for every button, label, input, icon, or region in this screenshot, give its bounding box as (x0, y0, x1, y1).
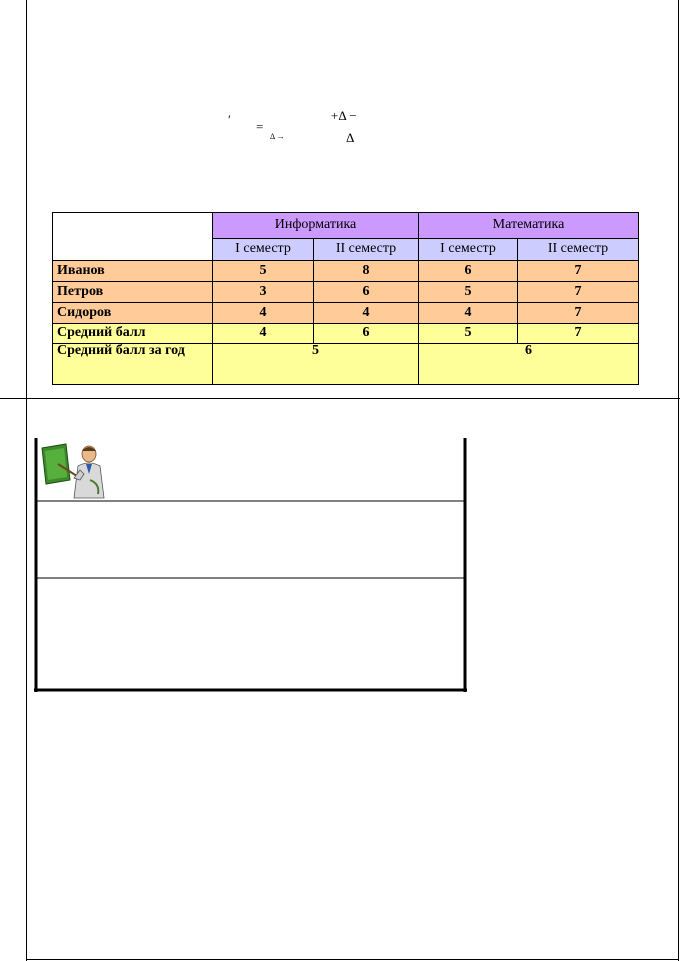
year-average-row (53, 344, 639, 385)
average-cell: 7 (518, 324, 639, 344)
page-bottom-border (26, 959, 679, 960)
year-average-math: 6 (419, 344, 639, 385)
average-row (53, 324, 639, 344)
student-name: Иванов (53, 261, 213, 282)
average-label: Средний балл (53, 324, 213, 344)
grade-cell: 7 (518, 261, 639, 282)
average-cell: 6 (314, 324, 419, 344)
formula-limit-sub: Δ → (270, 132, 285, 141)
semester-header: I семестр (419, 239, 518, 261)
grade-cell: 4 (314, 303, 419, 324)
year-average-label: Средний балл за год (53, 344, 213, 385)
grade-cell: 7 (518, 303, 639, 324)
semester-header: II семестр (518, 239, 639, 261)
semester-header: II семестр (314, 239, 419, 261)
teacher-pointing-at-board-icon (40, 440, 112, 502)
formula-numerator: +Δ − (331, 108, 357, 123)
subject-header-informatics: Информатика (213, 213, 419, 239)
year-average-informatics: 5 (213, 344, 419, 385)
semester-header: I семестр (213, 239, 314, 261)
average-cell: 5 (419, 324, 518, 344)
grade-cell: 3 (213, 282, 314, 303)
table-row (53, 261, 639, 282)
formula-denominator: Δ (346, 130, 355, 145)
grade-cell: 6 (314, 282, 419, 303)
task-box (34, 438, 467, 692)
subject-header-math: Математика (419, 213, 639, 239)
student-name: Сидоров (53, 303, 213, 324)
formula-prime: ′ (228, 112, 231, 127)
grade-cell: 4 (213, 303, 314, 324)
page-right-border (678, 0, 679, 961)
subject-header-row (53, 213, 639, 239)
average-cell: 4 (213, 324, 314, 344)
page-left-border (26, 0, 27, 961)
grades-table (52, 212, 639, 385)
grade-cell: 4 (419, 303, 518, 324)
grade-cell: 5 (213, 261, 314, 282)
table-row (53, 282, 639, 303)
grade-cell: 7 (518, 282, 639, 303)
grade-cell: 6 (419, 261, 518, 282)
grade-cell: 5 (419, 282, 518, 303)
formula-equals: = (256, 119, 264, 134)
table-row (53, 303, 639, 324)
student-name: Петров (53, 282, 213, 303)
section-divider (0, 398, 680, 399)
corner-cell (53, 213, 213, 261)
grade-cell: 8 (314, 261, 419, 282)
